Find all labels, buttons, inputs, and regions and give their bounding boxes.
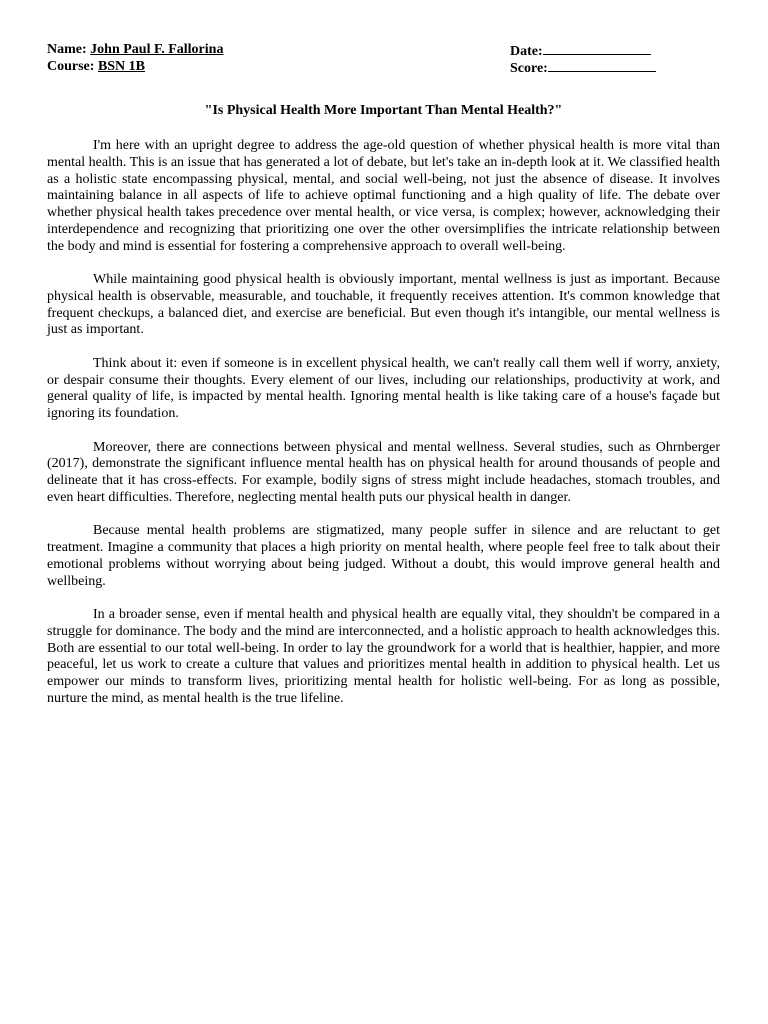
paragraph: In a broader sense, even if mental health and physical health are equally vital, they shouldn't be compared in a struggle for dominance. The body and the mind are interconnected, and a holistic approach to health acknowledges this. Both are essential to our total well-being. In order to lay the groundwork for a world that is healthier, happier, and more peaceful, let us work to create a culture that values and prioritizes mental health in addition to physical health. Let us empower our minds to transform lives, prioritizing mental health for holistic well-being. For as long as possible, nurture the mind, as mental health is the true lifeline. — [47, 607, 720, 706]
score-label: Score: — [510, 60, 548, 76]
course-value: BSN 1B — [97, 58, 146, 74]
header-row-name — [47, 42, 720, 59]
header-row-course — [47, 59, 720, 76]
essay-body — [47, 138, 720, 708]
date-label: Date: — [510, 44, 543, 59]
name-field — [47, 42, 223, 59]
course-label: Course: — [47, 58, 95, 74]
paragraph: I'm here with an upright degree to address the age-old question of whether physical health is more vital than mental health. This is an issue that has generated a lot of debate, but let's take an in-depth look at it. We classified health as a holistic state encompassing physical, mental, and social well-being, not just the absence of disease. It involves maintaining balance in all aspects of life to achieve optimal functioning and a high quality of life. The debate over whether physical health takes precedence over mental health, or vice versa, is complex; however, acknowledging their interdependence and recognizing that prioritizing one over the other oversimplifies the intricate relationship between the body and mind is essential for fostering a comprehensive approach to overall well-being. — [47, 138, 720, 254]
document-header — [47, 42, 720, 75]
paragraph: Moreover, there are connections between physical and mental wellness. Several studies, such as Ohrnberger (2017), demonstrate the significant influence mental health has on physical health for around thousands of people and delineate that it has cross-effects. For example, bodily signs of stress might include headaches, stomach troubles, and even heart difficulties. Therefore, neglecting mental health puts our physical health in danger. — [47, 439, 720, 505]
paragraph: Think about it: even if someone is in excellent physical health, we can't really call them well if worry, anxiety, or despair consume their thoughts. Every element of our lives, including our relationships, productivity at work, and general quality of life, is impacted by mental health. Ignoring mental health is like taking care of a house's façade but ignoring its foundation. — [47, 355, 720, 421]
name-value: John Paul F. Fallorina — [90, 42, 224, 57]
essay-title: "Is Physical Health More Important Than Mental Health?" — [204, 103, 563, 118]
course-field — [47, 59, 145, 76]
name-label: Name: — [47, 42, 87, 57]
score-blank-line — [548, 59, 656, 72]
date-blank-line — [543, 42, 651, 55]
paragraph: Because mental health problems are stigmatized, many people suffer in silence and are reluctant to get treatment. Imagine a community that places a high priority on mental health, where people feel free to talk about their emotional problems without worrying about being judged. Without a doubt, this would improve general health and wellbeing. — [47, 523, 720, 589]
paragraph: While maintaining good physical health is obviously important, mental wellness is just as important. Because physical health is observable, measurable, and touchable, it frequently receives attention. It's common knowledge that frequent checkups, a balanced diet, and exercise are beneficial. But even though it's intangible, our mental wellness is just as important. — [47, 272, 720, 338]
score-field — [510, 59, 656, 78]
